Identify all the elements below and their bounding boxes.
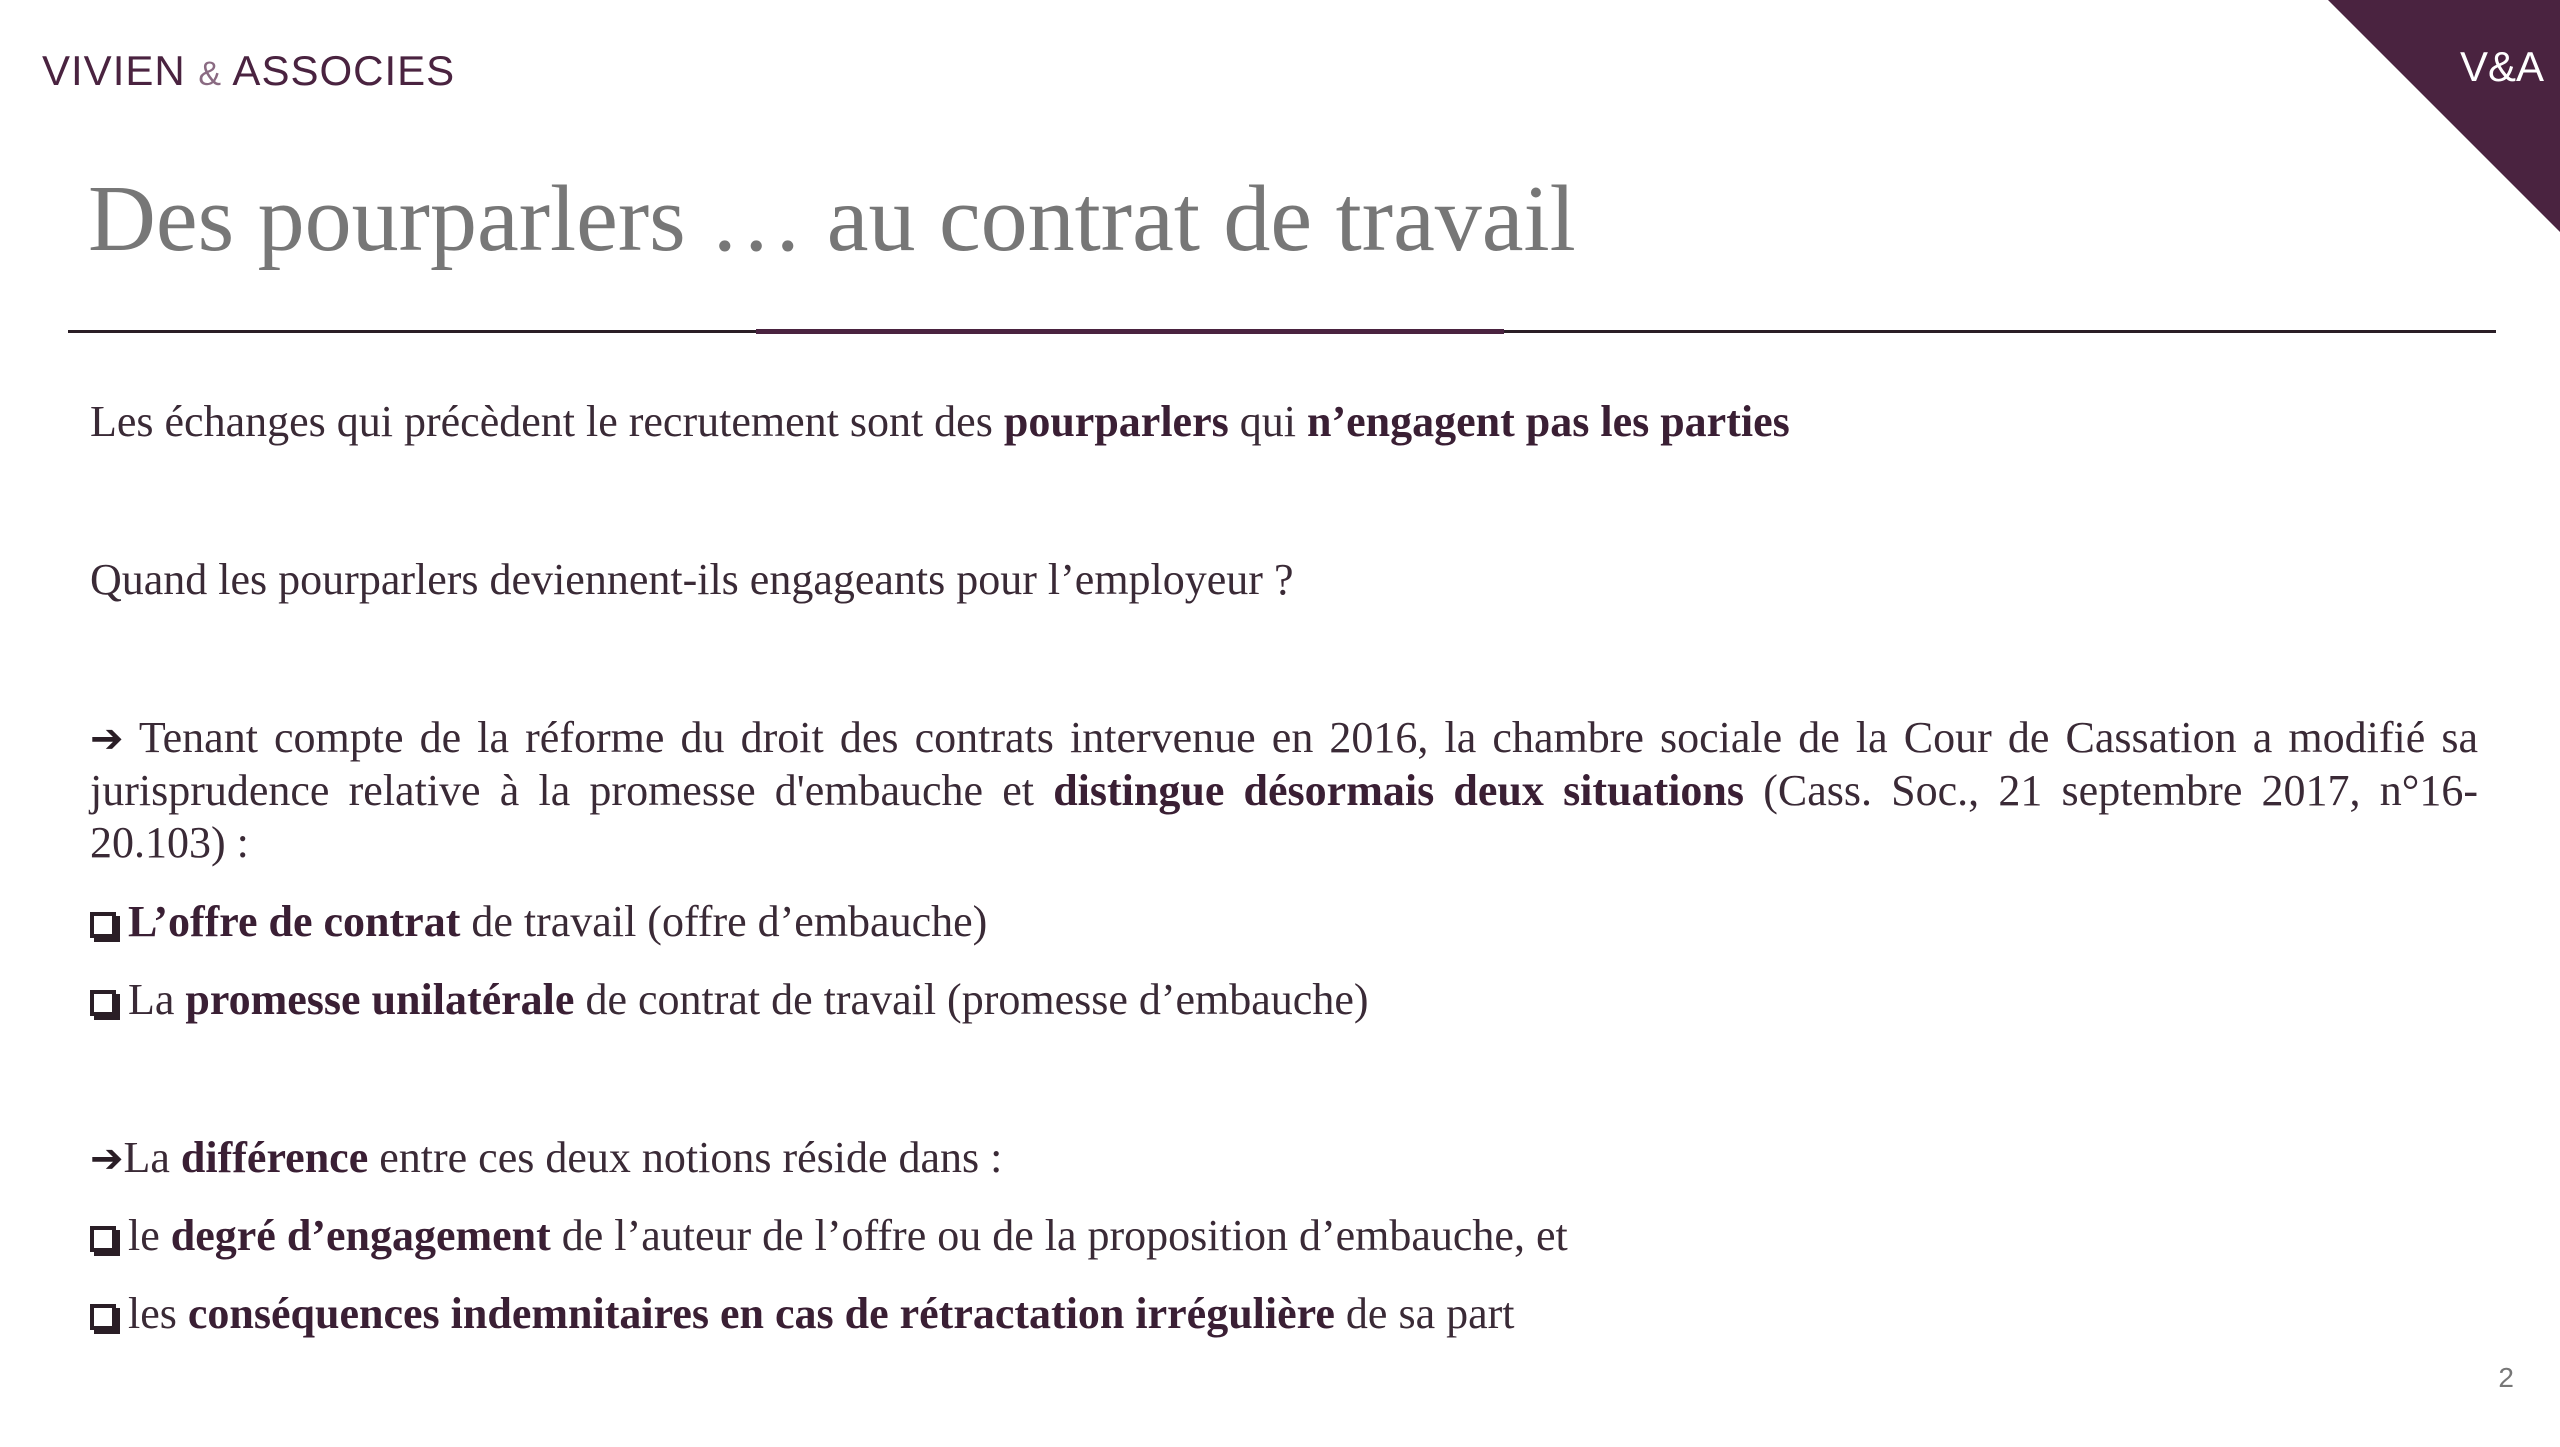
text-segment: La	[123, 1133, 181, 1182]
text-segment: (Cass. Soc., 21 septembre 2017, n°16-20.103) :	[90, 766, 2478, 867]
checkbox-bullet-icon	[90, 1304, 116, 1330]
bold-text: degré d’engagement	[170, 1211, 551, 1260]
bullet-item	[90, 896, 2478, 948]
text-segment: de contrat de travail (promesse d’embauche)	[574, 975, 1369, 1024]
text-segment: de l’auteur de l’offre ou de la proposition d’embauche, et	[550, 1211, 1568, 1260]
page-number: 2	[2498, 1362, 2514, 1393]
text-segment: Les échanges qui précèdent le recrutement sont des	[90, 397, 1004, 446]
text-segment: de sa part	[1334, 1289, 1515, 1338]
text-segment: Tenant compte de la réforme du droit des contrats intervenue en 2016, la chambre sociale de la Cour de Cassation a modifié sa jurisprudence relative à la promesse d'embauche et	[90, 713, 2478, 815]
arrow-right-icon: ➔	[90, 1136, 124, 1182]
text-segment: La	[128, 975, 186, 1024]
corner-badge	[2328, 0, 2560, 232]
corner-badge-label: V&A	[2459, 43, 2544, 90]
text-segment: entre ces deux notions réside dans :	[368, 1133, 1003, 1182]
text-segment: les	[128, 1289, 188, 1338]
bullet-item	[90, 1210, 2478, 1262]
bold-text: pourparlers	[1003, 397, 1229, 446]
bold-text: distingue désormais deux situations	[1053, 766, 1745, 815]
checkbox-bullet-icon	[90, 1226, 116, 1252]
bold-text: n’engagent pas les parties	[1306, 397, 1790, 446]
text-segment: le	[128, 1211, 171, 1260]
reform-paragraph	[90, 712, 2478, 869]
title-divider-accent	[756, 329, 1504, 334]
logo-text-vivien: VIVIEN	[42, 47, 199, 94]
corner-triangle-shape	[2328, 0, 2560, 232]
arrow-right-icon: ➔	[90, 716, 124, 762]
title-divider	[68, 330, 2496, 333]
bold-text: conséquences indemnitaires en cas de rétractation irrégulière	[187, 1289, 1335, 1338]
slide-title: Des pourparlers … au contrat de travail	[88, 167, 1576, 271]
bold-text: différence	[180, 1133, 369, 1182]
text-segment: qui	[1228, 397, 1307, 446]
bullet-item	[90, 974, 2478, 1026]
text-segment: de travail (offre d’embauche)	[460, 897, 988, 946]
logo-text-associes: ASSOCIES	[222, 47, 456, 94]
bold-text: L’offre de contrat	[128, 897, 461, 946]
question-paragraph: Quand les pourparlers deviennent-ils engageants pour l’employeur ?	[90, 555, 1294, 604]
checkbox-bullet-icon	[90, 990, 116, 1016]
checkbox-bullet-icon	[90, 912, 116, 938]
company-logo	[42, 47, 456, 94]
bold-text: promesse unilatérale	[185, 975, 575, 1024]
intro-paragraph	[90, 396, 2478, 448]
bullet-item	[90, 1288, 2478, 1340]
logo-ampersand: &	[198, 55, 223, 93]
difference-paragraph	[90, 1132, 2478, 1185]
